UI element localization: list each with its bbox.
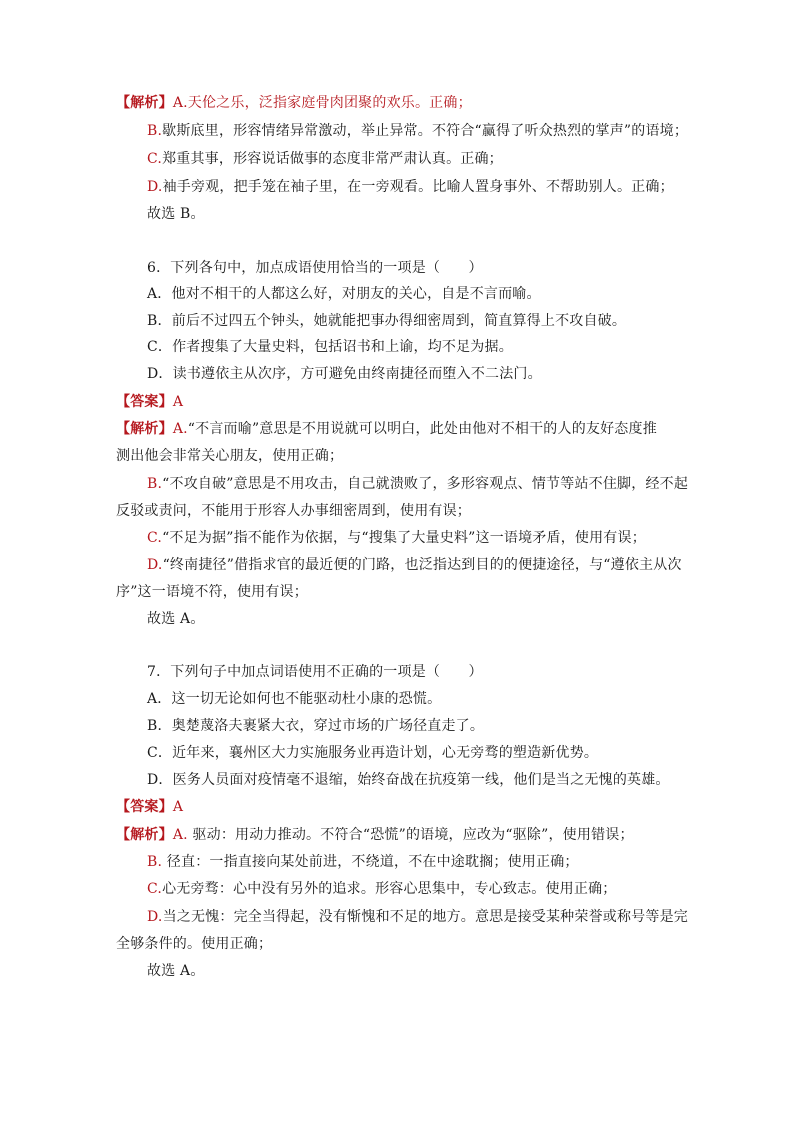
question-6-analysis-b: B.“不攻自破”意思是不用攻击，自己就溃败了，多形容观点、情节等站不住脚，经不起 (147, 476, 689, 492)
question-6-answer: 【答案】A (116, 394, 184, 410)
answer-tag: 【答案】 (116, 394, 173, 410)
question-6-conclusion: 故选 A。 (147, 611, 205, 627)
question-6-analysis-d-cont: 序”这一语境不符，使用有误； (116, 584, 308, 600)
question-7-option-d: D．医务人员面对疫情毫不退缩，始终奋战在抗疫第一线，他们是当之无愧的英雄。 (147, 772, 670, 788)
analysis-5-c: C.郑重其事，形容说话做事的态度非常严肃认真。正确； (147, 151, 503, 167)
question-6-option-b: B．前后不过四五个钟头，她就能把事办得细密周到，简直算得上不攻自破。 (147, 313, 627, 329)
question-7-analysis-d: D.当之无愧：完全当得起，没有惭愧和不足的地方。意思是接受某种荣誉或称号等是完 (147, 909, 688, 925)
question-7-analysis-c: C.心无旁骛：心中没有另外的追求。形容心思集中，专心致志。使用正确； (147, 881, 617, 897)
question-6-option-c: C．作者搜集了大量史料，包括诏书和上谕，均不足为据。 (147, 339, 513, 355)
question-7-answer: 【答案】A (116, 799, 184, 815)
question-7-analysis-d-cont: 全够条件的。使用正确； (116, 936, 273, 952)
question-6-analysis-d: D.“终南捷径”借指求官的最近便的门路，也泛指达到目的的便捷途径，与“遵依主从次 (147, 557, 682, 573)
question-6-analysis-c: C.“不足为据”指不能作为依据，与“搜集了大量史料”这一语境矛盾，使用有误； (147, 530, 646, 546)
question-7-option-a: A．这一切无论如何也不能驱动杜小康的恐慌。 (147, 691, 442, 707)
analysis-5-d: D.袖手旁观，把手笼在袖子里，在一旁观看。比喻人置身事外、不帮助别人。正确； (147, 179, 674, 195)
question-6-option-a: A．他对不相干的人都这么好，对朋友的关心，自是不言而喻。 (147, 286, 541, 302)
question-7-analysis-a: 【解析】A. 驱动：用动力推动。不符合“恐慌”的语境，应改为“驱除”，使用错误； (116, 827, 634, 843)
analysis-tag: 【解析】 (116, 827, 173, 843)
analysis-5-a: 【解析】A.天伦之乐，泛指家庭骨肉团聚的欢乐。正确； (116, 95, 472, 111)
analysis-5-b: B.歇斯底里，形容情绪异常激动，举止异常。不符合“赢得了听众热烈的掌声”的语境； (147, 123, 689, 139)
answer-tag: 【答案】 (116, 799, 173, 815)
question-6-option-d: D．读书遵依主从次序，方可避免由终南捷径而堕入不二法门。 (147, 366, 542, 382)
question-6-stem: 6．下列各句中，加点成语使用恰当的一项是（ ） (147, 260, 483, 276)
question-7-analysis-b: B. 径直：一指直接向某处前进，不绕道，不在中途耽搁；使用正确； (147, 854, 579, 870)
question-7-option-c: C．近年来，襄州区大力实施服务业再造计划，心无旁骛的塑造新优势。 (147, 745, 599, 761)
question-7-option-b: B．奥楚蔑洛夫裹紧大衣，穿过市场的广场径直走了。 (147, 718, 485, 734)
question-7-conclusion: 故选 A。 (147, 963, 205, 979)
question-6-analysis-a: 【解析】A.“不言而喻”意思是不用说就可以明白，此处由他对不相干的人的友好态度推 (116, 421, 657, 437)
analysis-tag: 【解析】 (116, 421, 173, 437)
question-6-analysis-a-cont: 测出他会非常关心朋友，使用正确； (116, 448, 344, 464)
analysis-5-conclusion: 故选 B。 (147, 206, 205, 222)
question-7-stem: 7．下列句子中加点词语使用不正确的一项是（ ） (147, 664, 483, 680)
analysis-tag: 【解析】 (116, 95, 173, 111)
question-6-analysis-b-cont: 反驳或责问，不能用于形容人办事细密周到，使用有误； (116, 503, 471, 519)
